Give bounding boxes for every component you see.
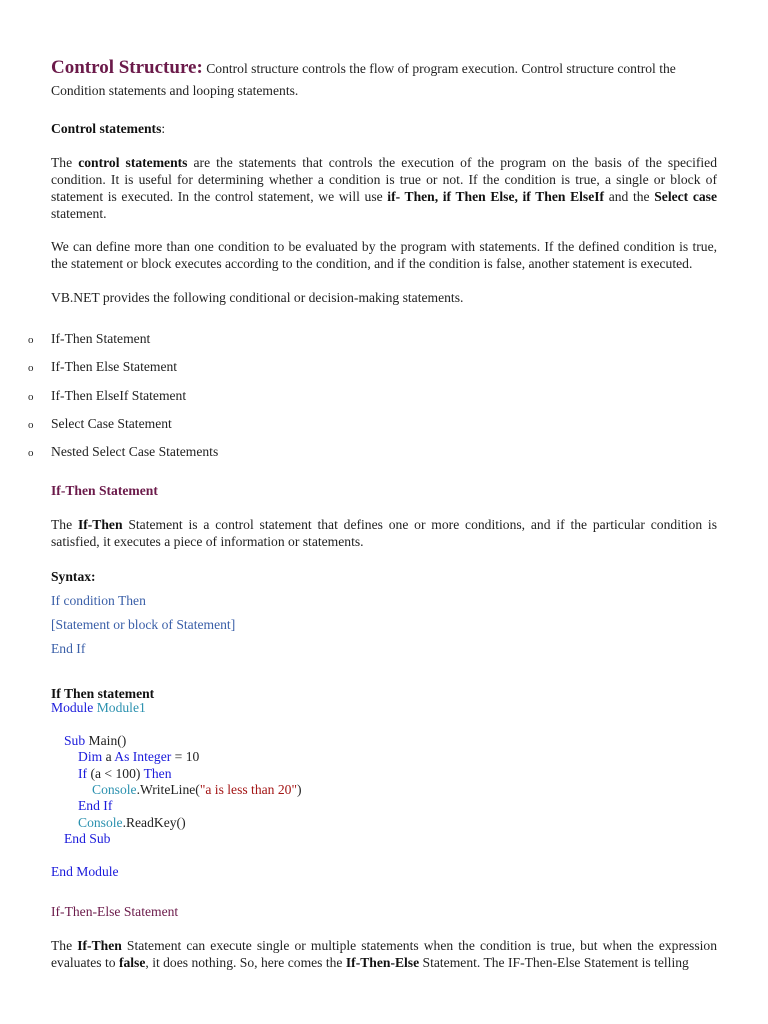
ite-bold-3: If-Then-Else bbox=[345, 955, 420, 970]
if-then-bold: If-Then bbox=[77, 517, 123, 532]
ite-bold-2: false bbox=[118, 955, 146, 970]
code-line-end-if: End If bbox=[78, 798, 113, 813]
para1-text-4: statement. bbox=[51, 206, 107, 221]
ite-text-1: The bbox=[51, 938, 78, 953]
bullet-marker: o bbox=[28, 334, 34, 346]
if-then-heading: If-Then Statement bbox=[51, 483, 158, 498]
control-statements-heading bbox=[51, 120, 717, 137]
intro-line2: Condition statements and looping statements. bbox=[51, 83, 299, 98]
para1-bold-2: if- Then, if Then Else, if Then ElseIf bbox=[387, 189, 605, 204]
intro-line1: Control structure controls the flow of program execution. Control structure control the bbox=[206, 61, 676, 76]
conditions-paragraph: We can define more than one condition to be evaluated by the program with statements. If the defined condition is true, the statement or block executes according to the condition, and if the condition is false, another statement is executed. bbox=[51, 239, 717, 271]
vbnet-paragraph: VB.NET provides the following conditional or decision-making statements. bbox=[51, 290, 464, 305]
bullet-marker: o bbox=[28, 391, 34, 403]
if-then-paragraph bbox=[51, 516, 717, 550]
code-line-readkey bbox=[78, 815, 186, 832]
list-item: Nested Select Case Statements bbox=[51, 444, 219, 459]
ite-bold-1: If-Then bbox=[77, 938, 122, 953]
heading-colon: : bbox=[161, 121, 166, 136]
example-heading: If Then statement bbox=[51, 686, 155, 701]
code-text: a bbox=[102, 749, 115, 764]
bullet-marker: o bbox=[28, 362, 34, 374]
code-keyword: As Integer bbox=[114, 749, 172, 764]
control-statements-paragraph bbox=[51, 154, 717, 222]
list-item: If-Then Statement bbox=[51, 331, 151, 346]
code-line-module bbox=[51, 700, 146, 717]
code-string: "a is less than 20" bbox=[199, 782, 297, 797]
code-line-sub bbox=[64, 733, 126, 750]
ite-text-3: , it does nothing. So, here comes the bbox=[145, 955, 346, 970]
code-identifier: Console bbox=[92, 782, 137, 797]
list-item: Select Case Statement bbox=[51, 416, 172, 431]
para1-text-3: and the bbox=[604, 189, 655, 204]
code-text: .ReadKey() bbox=[122, 815, 186, 830]
para1-text-1: The bbox=[51, 155, 79, 170]
code-line-dim bbox=[78, 749, 199, 766]
code-keyword: Then bbox=[143, 766, 172, 781]
code-text: (a < 100) bbox=[87, 766, 144, 781]
list-item: If-Then ElseIf Statement bbox=[51, 388, 187, 403]
if-then-else-heading: If-Then-Else Statement bbox=[51, 904, 179, 919]
code-identifier: Module1 bbox=[93, 700, 146, 715]
code-keyword: Module bbox=[51, 700, 94, 715]
if-then-text-2: Statement is a control statement that defines one or more conditions, and if the particular condition is satisfied, it executes a piece of information or statements. bbox=[51, 517, 717, 549]
list-item: If-Then Else Statement bbox=[51, 359, 178, 374]
syntax-label: Syntax: bbox=[51, 569, 96, 584]
intro-paragraph bbox=[51, 58, 717, 79]
control-statements-heading-text: Control statements bbox=[51, 121, 162, 136]
code-text: Main() bbox=[85, 733, 127, 748]
code-line-end-module: End Module bbox=[51, 864, 119, 879]
syntax-line: End If bbox=[51, 641, 86, 656]
code-line-end-sub: End Sub bbox=[64, 831, 111, 846]
code-text: .WriteLine( bbox=[136, 782, 200, 797]
para1-text-2: are the statements that controls the execution of the program on the basis of the specified condition. It is useful for determining whether a condition is true or not. If the condition is true, a single or block of statement is executed. In the control statement, we will use bbox=[51, 155, 717, 204]
code-keyword: Dim bbox=[78, 749, 103, 764]
ite-text-2: Statement can execute single or multiple statements when the condition is true, but when the expression evaluates to bbox=[51, 938, 717, 970]
page-title: Control Structure: bbox=[51, 57, 203, 78]
code-text: ) bbox=[297, 782, 302, 797]
code-identifier: Console bbox=[78, 815, 123, 830]
para1-bold-1: control statements bbox=[78, 155, 188, 170]
para1-bold-3: Select case bbox=[654, 189, 717, 204]
code-text: = 10 bbox=[171, 749, 200, 764]
syntax-line: [Statement or block of Statement] bbox=[51, 617, 236, 632]
bullet-marker: o bbox=[28, 447, 34, 459]
syntax-line: If condition Then bbox=[51, 593, 146, 608]
if-then-else-paragraph bbox=[51, 937, 717, 971]
code-keyword: Sub bbox=[64, 733, 86, 748]
bullet-marker: o bbox=[28, 419, 34, 431]
ite-text-4: Statement. The IF-Then-Else Statement is telling bbox=[419, 955, 689, 970]
code-keyword: If bbox=[78, 766, 88, 781]
code-line-if bbox=[78, 766, 172, 783]
code-line-writeline bbox=[92, 782, 302, 799]
if-then-text-1: The bbox=[51, 517, 78, 532]
